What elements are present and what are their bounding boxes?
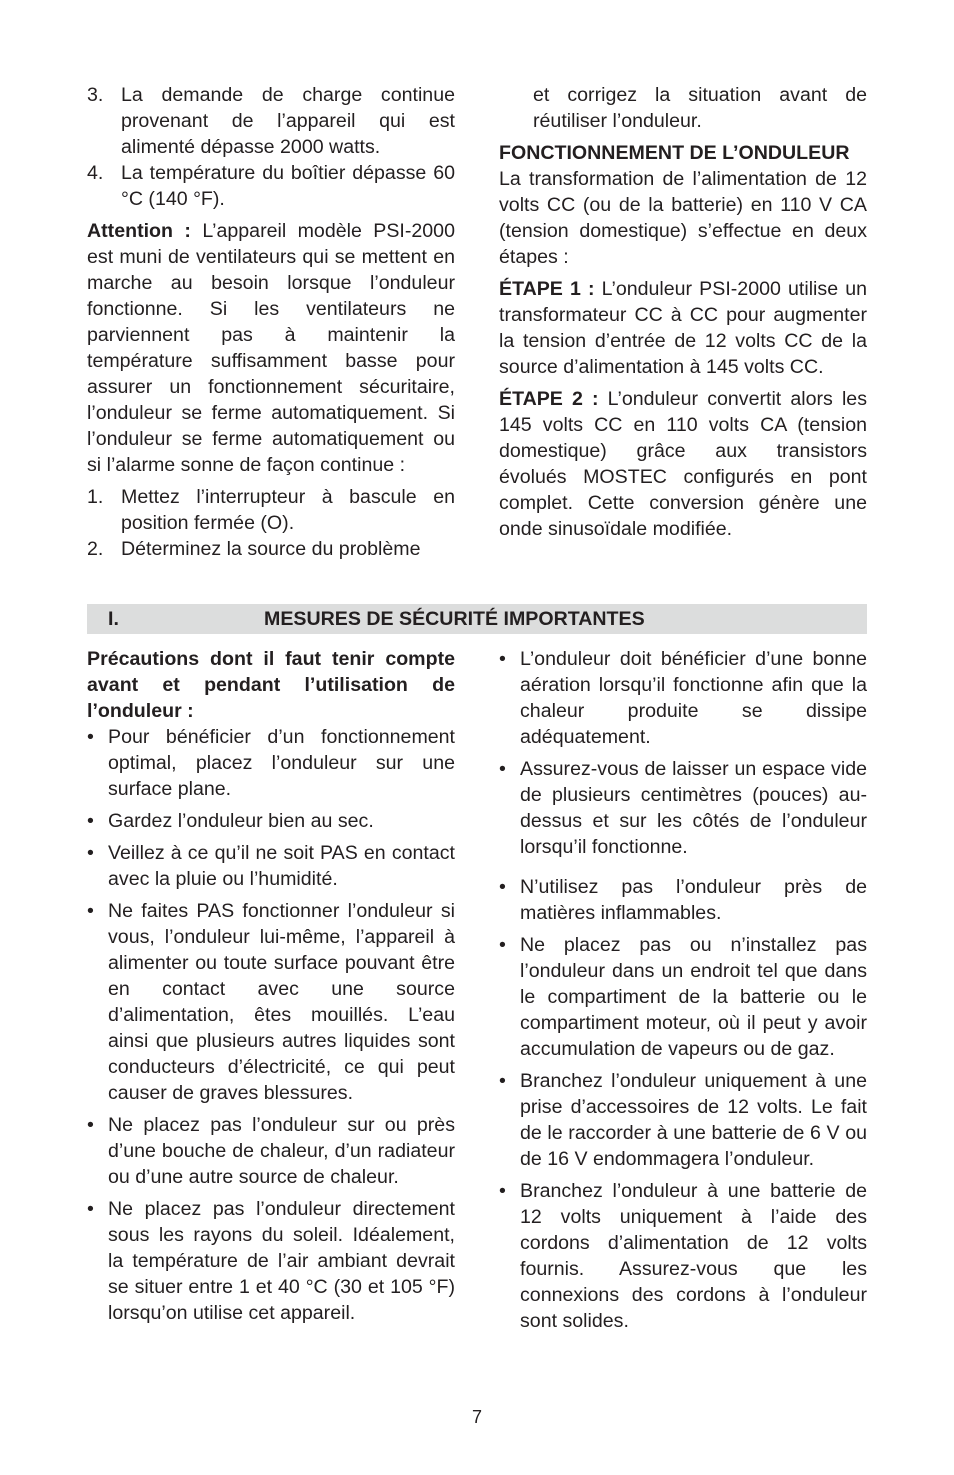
list-item: • Pour bénéficier d’un fonctionnement optimal, placez l’onduleur sur une surface plane. (87, 726, 455, 800)
list-item: • N’utilisez pas l’onduleur près de matières inflammables. (499, 876, 867, 924)
list-item: • Ne placez pas l’onduleur directement sous les rayons du soleil. Idéalement, la température de l’air ambiant devrait se situer entre 1 et 40 °C (30 et 105 °F) lorsqu’on utilise cet appareil. (87, 1198, 455, 1324)
list-item: 2. Déterminez la source du problème (87, 538, 421, 560)
section-header-bar (87, 604, 867, 634)
step2-paragraph: ÉTAPE 2 : L’onduleur convertit alors les 145 volts CC en 110 volts CA (tension domestique) grâce aux transistors évolués MOSTEC configurés en pont complet. Cette conversion génère une onde sinusoïdale modifiée. (499, 388, 867, 540)
list-item: • Branchez l’onduleur à une batterie de 12 volts uniquement à l’aide des cordons d’alimentation de 12 volts fournis. Assurez-vous que les connexions des cordons à l’onduleur sont solides. (499, 1180, 867, 1332)
list-item: • Branchez l’onduleur uniquement à une prise d’accessoires de 12 volts. Le fait de le raccorder à une batterie de 6 V ou de 16 V endommagera l’onduleur. (499, 1070, 867, 1170)
list-item: • Ne placez pas ou n’installez pas l’onduleur dans un endroit tel que dans le compartiment de la batterie ou le compartiment moteur, où il peut y avoir accumulation de vapeurs ou de gaz. (499, 934, 867, 1060)
bottom-left-column (87, 646, 455, 1332)
bottom-right-column (499, 646, 867, 1340)
continuation-text: et corrigez la situation avant de réutiliser l’onduleur. (533, 84, 867, 132)
precautions-list-right (499, 646, 867, 1334)
page-number: 7 (471, 1407, 482, 1427)
list-item: • Ne faites PAS fonctionner l’onduleur si vous, l’onduleur lui-même, l’appareil à alimenter ou toute surface pouvant être en contact avec une source d’alimentation, êtes mouillés. L’eau ainsi que plusieurs autres liquides sont conducteurs d’électricité, ce qui peut causer de graves blessures. (87, 900, 455, 1104)
list-item: • Assurez-vous de laisser un espace vide de plusieurs centimètres (pouces) au-dessus et sur les côtés de l’onduleur lorsqu’il fonctionne. (499, 758, 867, 858)
shutdown-steps-list (87, 484, 455, 562)
top-left-column (87, 82, 455, 568)
section-number: I. (108, 608, 119, 630)
section-title: MESURES DE SÉCURITÉ IMPORTANTES (264, 608, 645, 630)
attention-paragraph: Attention : L’appareil modèle PSI-2000 est muni de ventilateurs qui se mettent en marche au besoin lorsque l’onduleur fonctionne. Si les ventilateurs ne parviennent pas à maintenir la température suffisamment basse pour assurer un fonctionnement sécuritaire, l’onduleur se ferme automatiquement. Si l’onduleur se ferme automatiquement ou si l’alarme sonne de façon continue : (87, 220, 455, 476)
list-item: 4. La température du boîtier dépasse 60 °C (140 °F). (87, 162, 455, 210)
operation-heading: FONCTIONNEMENT DE L’ONDULEUR (499, 142, 850, 164)
operation-intro: La transformation de l’alimentation de 12 volts CC (ou de la batterie) en 110 V CA (tension domestique) s’effectue en deux étapes : (499, 168, 867, 268)
top-right-column (499, 82, 867, 548)
precautions-heading: Précautions dont il faut tenir compte avant et pendant l’utilisation de l’onduleur : (87, 648, 455, 722)
list-item: • Ne placez pas l’onduleur sur ou près d’une bouche de chaleur, d’un radiateur ou d’une autre source de chaleur. (87, 1114, 455, 1188)
list-item: • L’onduleur doit bénéficier d’une bonne aération lorsqu’il fonctionne afin que la chaleur produite se dissipe adéquatement. (499, 648, 867, 748)
step1-paragraph: ÉTAPE 1 : L’onduleur PSI-2000 utilise un transformateur CC à CC pour augmenter la tension d’entrée de 12 volts CC de la source d’alimentation à 145 volts CC. (499, 278, 867, 378)
list-item: 3. La demande de charge continue provenant de l’appareil qui est alimenté dépasse 2000 watts. (87, 84, 455, 158)
list-item: • Gardez l’onduleur bien au sec. (87, 810, 374, 832)
precautions-list-left (87, 724, 455, 1326)
fault-conditions-list (87, 82, 455, 212)
list-item: • Veillez à ce qu’il ne soit PAS en contact avec la pluie ou l’humidité. (87, 842, 455, 890)
attention-label: Attention : (87, 220, 191, 242)
list-item: 1. Mettez l’interrupteur à bascule en position fermée (O). (87, 486, 455, 534)
